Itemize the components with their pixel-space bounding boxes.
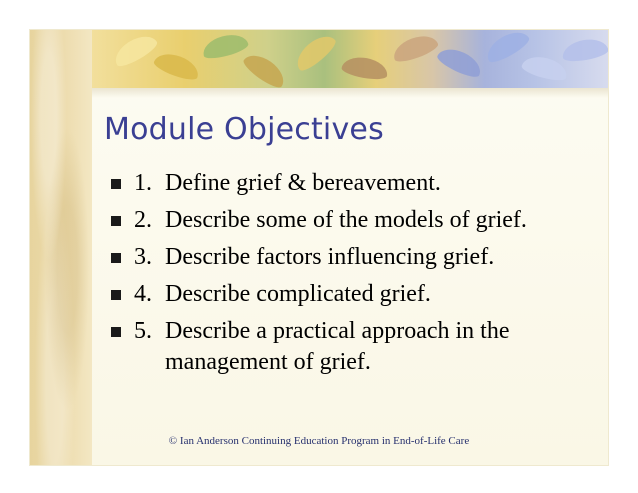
- leaf-decoration: [200, 30, 250, 61]
- objective-text: Define grief & bereavement.: [165, 170, 441, 196]
- objective-text: Describe a practical approach in the: [165, 318, 510, 344]
- objective-number: 5.: [134, 318, 152, 344]
- leaf-decoration: [390, 31, 440, 66]
- objective-item: [104, 242, 594, 273]
- objectives-list: [104, 168, 594, 384]
- leaf-decoration: [435, 43, 485, 81]
- objective-text: Describe factors influencing grief.: [165, 244, 495, 270]
- copyright-footer: © Ian Anderson Continuing Education Program in End-of-Life Care: [168, 435, 470, 447]
- banner-shadow: [92, 88, 608, 98]
- leaf-decoration: [240, 49, 289, 88]
- square-bullet-icon: [111, 253, 121, 263]
- leaf-decoration: [152, 49, 202, 84]
- objective-item: [104, 168, 594, 199]
- objective-number: 4.: [134, 281, 152, 307]
- objective-text-continuation: management of grief.: [165, 349, 371, 375]
- parchment-side-panel: [30, 30, 92, 465]
- square-bullet-icon: [111, 327, 121, 337]
- objective-number: 3.: [134, 244, 152, 270]
- objective-item: [104, 205, 594, 236]
- square-bullet-icon: [111, 216, 121, 226]
- objective-number: 1.: [134, 170, 152, 196]
- objective-item: [104, 279, 594, 310]
- objective-text: Describe complicated grief.: [165, 281, 431, 307]
- square-bullet-icon: [111, 290, 121, 300]
- objective-item: [104, 316, 594, 378]
- leaf-decoration: [561, 36, 608, 64]
- leaf-decoration: [291, 30, 339, 74]
- leaf-decoration: [341, 54, 390, 82]
- slide-title: Module Objectives: [104, 112, 384, 147]
- objective-text: Describe some of the models of grief.: [165, 207, 527, 233]
- objective-number: 2.: [134, 207, 152, 233]
- decorative-leaf-banner: [92, 30, 608, 88]
- slide: [30, 30, 608, 465]
- square-bullet-icon: [111, 179, 121, 189]
- leaf-decoration: [110, 30, 160, 70]
